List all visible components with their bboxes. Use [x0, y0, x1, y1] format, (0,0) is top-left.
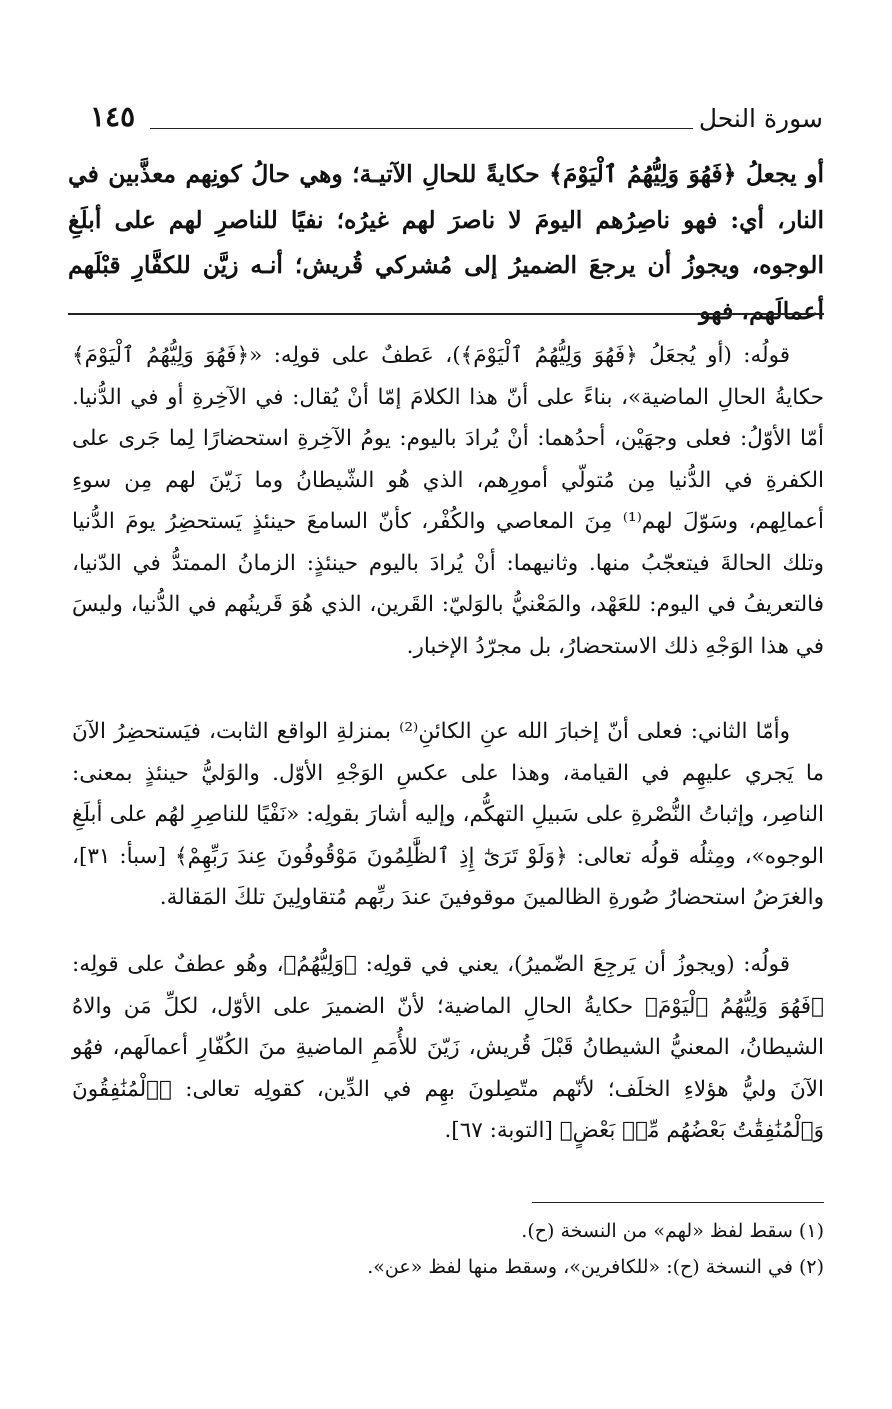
footnote-1: (١) سقط لفظ «لهم» من النسخة (ح).	[521, 1220, 824, 1242]
page-number: ١٤٥	[90, 100, 136, 133]
commentary-paragraph-3	[72, 944, 824, 1152]
commentary-text: وأمّا الثاني: فعلى أنّ إخبارَ الله عنِ الكائنِ⁽²⁾ بمنزلةِ الواقع الثابت، فيَستحضِرُ الآنَ ما يَجري عليهِم في القيامة، وهذا على عكسِ الوَجْهِ الأوّل. والوَليُّ حينئذٍ بمعنى: الناصِر، وإثباتُ النُّصْرةِ على سَبيلِ التهكُّم، وإليه أشارَ بقولِه: «نَفْيًا للناصِرِ لهُم على أبلَغِ الوجوه»، ومِثلُه قولُه تعالى: ﴿وَلَوْ تَرَىٰٓ إِذِ ٱلظَّٰلِمُونَ مَوْقُوفُونَ عِندَ رَبِّهِمْ﴾ [سبأ: ٣١]، والغرَضُ استحضارُ صُورةِ الظالمينَ موقوفينَ عندَ ربِّهم مُتقاولِينَ تلكَ المَقالة.	[72, 719, 824, 910]
header-rule	[150, 128, 693, 129]
commentary-paragraph-1	[72, 335, 824, 667]
footnote-2: (٢) في النسخة (ح): «للكافرين»، وسقط منها لفظ «عن».	[367, 1256, 824, 1278]
commentary-text: قولُه: (ويجوزُ أن يَرجِعَ الضّميرُ)، يعني في قولِه: ﴿وَلِيُّهُمُ﴾، وهُو عطفٌ على قولِه: ﴿فَهُوَ وَلِيُّهُمُ ٱلْيَوْمَ﴾ حكايةُ الحالِ الماضية؛ لأنّ الضميرَ على الأوّل، لكلِّ مَن والاهُ الشيطانُ، المعنيُّ الشيطانُ قَبْلَ قُريش، زَيّنَ للأُمَمِ الماضيةِ منَ الكُفّارِ أعمالَهم، فهُو الآنَ وليُّ هؤلاءِ الخلَف؛ لأنّهم متّصِلونَ بهِم في الدِّين، كقولِه تعالى: ﴿ٱلْمُنَٰفِقُونَ وَٱلْمُنَٰفِقَٰتُ بَعْضُهُم مِّنۢ بَعْضٍ﴾ [التوبة: ٦٧].	[72, 952, 825, 1143]
page-header	[88, 96, 823, 140]
commentary-text: قولُه: (أو يُجعَلُ ﴿فَهُوَ وَلِيُّهُمُ ٱلْيَوْمَ﴾)، عَطفٌ على قولِه: «﴿فَهُوَ وَلِيُّهُمُ ٱلْيَوْمَ﴾ حكايةُ الحالِ الماضية»، بناءً على أنّ هذا الكلامَ إمّا أنْ يُقال: في الآخِرةِ أو في الدُّنيا. أمّا الأوّلُ: فعلى وجهَيْن، أحدُهما: أنْ يُرادَ باليوم: يومُ الآخِرةِ استحضارًا لِما جَرى على الكفرةِ في الدُّنيا مِن مُتولّي أمورِهم، الذي هُو الشّيطانُ وما زَيّنَ لهم مِن سوءِ أعمالِهم، وسَوّلَ لهم⁽¹⁾ مِنَ المعاصي والكُفْر، كأنّ السامعَ حينئذٍ يَستحضِرُ يومَ الدُّنيا وتلك الحالةَ فيتعجّبُ منها. وثانيهما: أنْ يُرادَ باليوم حينئذٍ: الزمانُ الممتدُّ في الدّنيا، فالتعريفُ في اليوم: للعَهْد، والمَعْنيُّ بالوَليّ: القَرين، الذي هُوَ قَرينُهم في الدُّنيا، وليسَ في هذا الوَجْهِ ذلك الاستحضارُ، بل مجرّدُ الإخبار.	[72, 343, 824, 659]
footnote-rule	[532, 1202, 824, 1203]
commentary-paragraph-2	[72, 711, 824, 919]
footnotes	[72, 1213, 824, 1285]
text-divider	[68, 313, 824, 315]
surah-title: سورة النحل	[698, 104, 823, 133]
main-text: أو يجعلُ ﴿فَهُوَ وَلِيُّهُمُ ٱلْيَوْمَ﴾ حكايةً للحالِ الآتيـة؛ وهي حالُ كونِهم معذَّبين في النار، أي: فهو ناصِرُهم اليومَ لا ناصرَ لهم غيرُه؛ نفيًا للناصرِ لهم على أبلَغِ الوجوه، ويجوزُ أن يرجعَ الضميرُ إلى مُشركي قُريش؛ أنـه زيَّن للكفَّارِ قبْلَهم أعمالَهم، فهو	[68, 160, 824, 325]
